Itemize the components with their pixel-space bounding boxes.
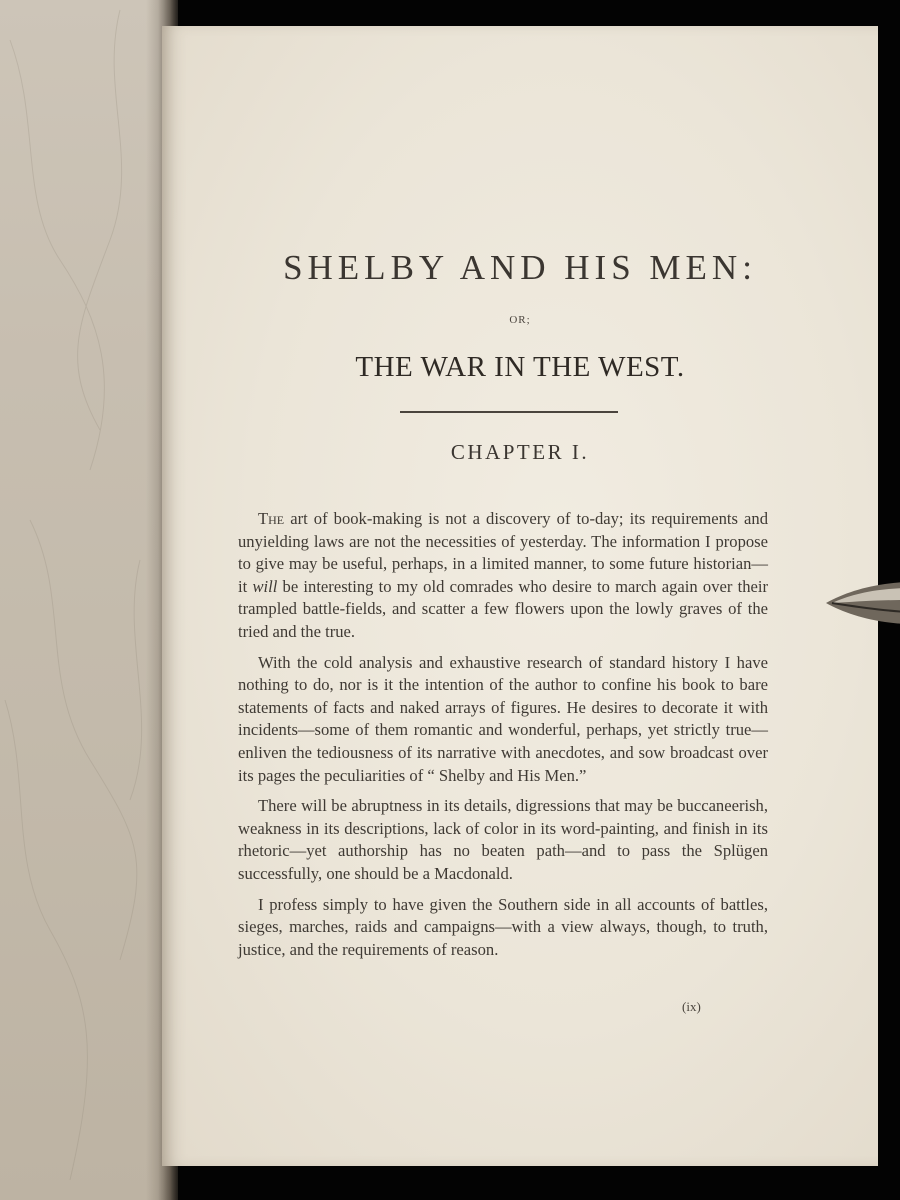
paragraph-1 (238, 508, 768, 644)
paragraph-2: With the cold analysis and exhaustive research of standard history I have nothing to do, nor is it the intention of the author to confine his book to bare statements of facts and naked arrays of figures. He desires to decorate it with incidents—some of them romantic and wonderful, perhaps, yet strictly true—enliven the tediousness of its narrative with anecdotes, and sow broadcast over its pages the peculiarities of “ Shelby and His Men.” (238, 652, 768, 785)
chapter-heading: CHAPTER I. (450, 440, 590, 464)
book-page (162, 26, 878, 1166)
book-title: SHELBY AND HIS MEN: (283, 248, 757, 287)
paragraph-1-emphasis: will (252, 576, 278, 596)
page-content (162, 26, 878, 1166)
paragraph-1-end: be interesting to my old comrades who desire to march again over their trampled battle-fields, and scatter a few flowers upon the lowly graves of the tried and the true. (238, 576, 768, 641)
or-separator: OR; (509, 314, 531, 326)
title-rule (400, 411, 618, 413)
paragraph-3: There will be abruptness in its details, digressions that may be buccaneerish, weakness in its descriptions, lack of color in its word-painting, and finish in its rhetoric—yet authorship has no beaten path—and to pass the Splügen successfully, one should be a Macdonald. (238, 796, 768, 883)
paragraph-1-lead: The (258, 509, 285, 528)
page-number: (ix) (682, 999, 701, 1014)
endpaper (0, 0, 178, 1200)
marbled-endpaper-pattern (0, 0, 178, 1200)
chapter-body (238, 508, 768, 969)
book-subtitle: THE WAR IN THE WEST. (355, 351, 685, 383)
paragraph-1-text: art of book-making is not a discovery of to-day; its requirements and unyielding laws are not the necessities of yesterday. The information I propose to give may be useful, perhaps, in a limited manner, to some future historian—it (238, 509, 768, 596)
metal-pointer-icon (826, 578, 900, 628)
paragraph-4: I profess simply to have given the Southern side in all accounts of battles, sieges, marches, raids and campaigns—with a view always, though, to truth, justice, and the requirements of reason. (238, 894, 768, 959)
